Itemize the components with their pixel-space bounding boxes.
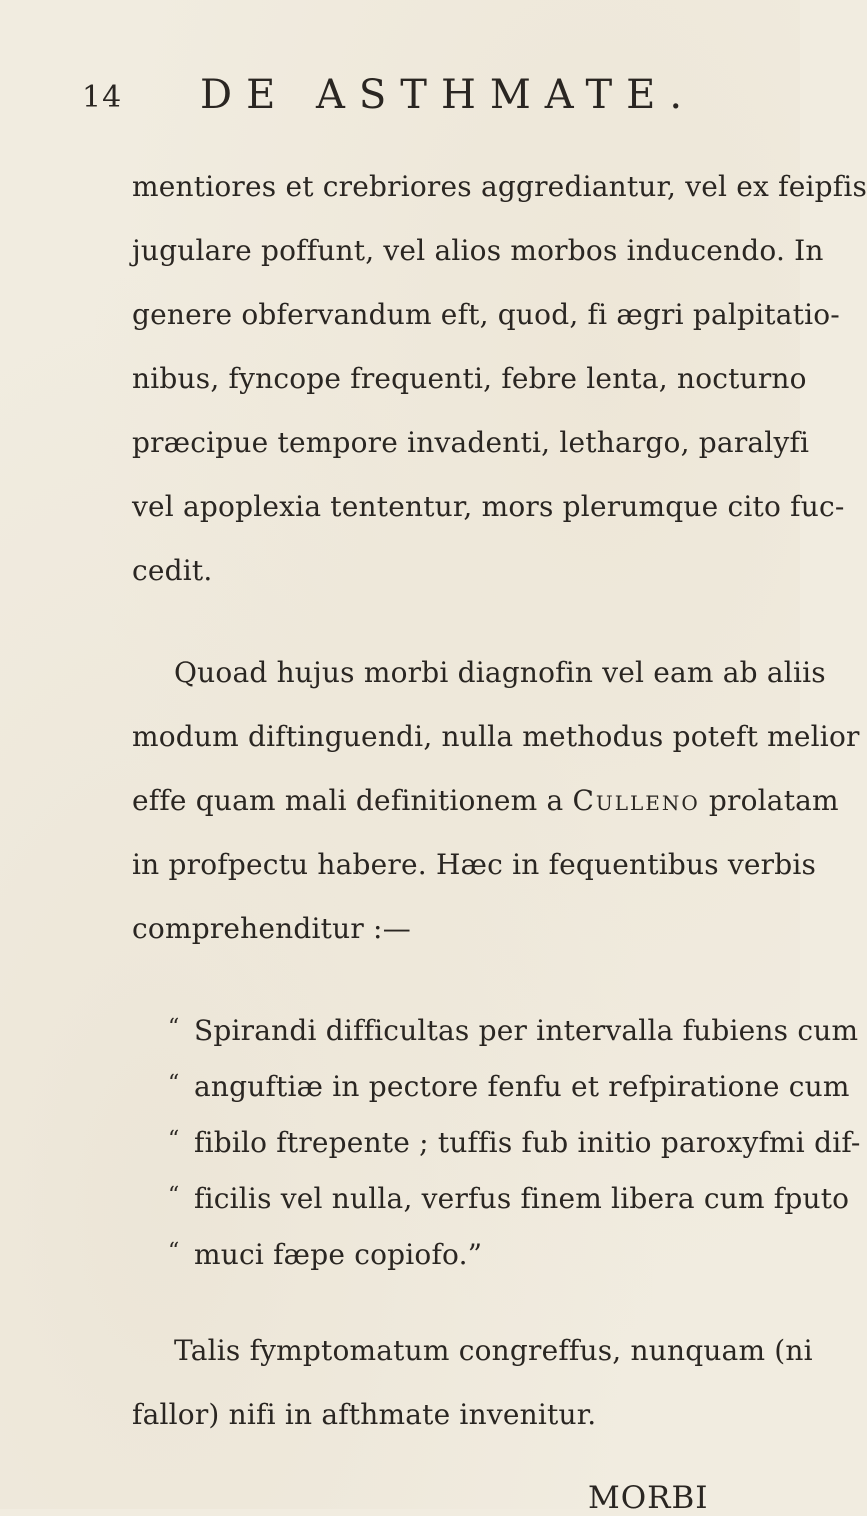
quote-mark: “ [168, 1071, 180, 1096]
text-line: Talis fymptomatum congreffus, nunquam (ni [174, 1334, 813, 1367]
text-line: modum diftinguendi, nulla methodus poteft melior [132, 720, 860, 753]
quote-line [168, 1182, 849, 1215]
quote-text: fibilo ftrepente ; tuffis fub initio paroxyfmi dif- [194, 1126, 861, 1159]
text-line: in profpectu habere. Hæc in fequentibus verbis [132, 848, 817, 881]
quote-mark: “ [168, 1015, 180, 1040]
text-segment: effe quam mali definitionem a [132, 784, 573, 817]
text-line: comprehenditur :— [132, 912, 411, 945]
author-name: Culleno [572, 784, 700, 817]
running-head [82, 72, 762, 122]
quote-text: muci fæpe copiofo.” [194, 1238, 483, 1271]
text-line: fallor) nifi in afthmate invenitur. [132, 1398, 597, 1431]
text-segment: prolatam [699, 784, 839, 817]
text-line: præcipue tempore invadenti, lethargo, paralyfi [132, 426, 810, 459]
quote-text: ficilis vel nulla, verfus finem libera cum fputo [194, 1182, 850, 1215]
text-line: mentiores et crebriores aggrediantur, vel ex feipfis [132, 170, 867, 203]
quote-mark: “ [168, 1239, 180, 1264]
quote-line [168, 1238, 482, 1271]
text-line: genere obfervandum eft, quod, fi ægri palpitatio- [132, 298, 840, 331]
quote-mark: “ [168, 1127, 180, 1152]
text-line [132, 784, 839, 817]
quote-mark: “ [168, 1183, 180, 1208]
quote-text: anguftiæ in pectore fenfu et refpiratione cum [194, 1070, 850, 1103]
text-line: jugulare poffunt, vel alios morbos inducendo. In [132, 234, 824, 267]
page-title: DE ASTHMATE. [200, 72, 697, 118]
catchword: MORBI [588, 1480, 709, 1516]
text-line: vel apoplexia tententur, mors plerumque cito fuc- [132, 490, 845, 523]
quote-line [168, 1126, 861, 1159]
page-number: 14 [82, 80, 123, 115]
quote-line [168, 1070, 850, 1103]
text-line: cedit. [132, 554, 213, 587]
text-line: nibus, fyncope frequenti, febre lenta, nocturno [132, 362, 807, 395]
quote-line [168, 1014, 858, 1047]
text-line: Quoad hujus morbi diagnofin vel eam ab aliis [174, 656, 826, 689]
quote-text: Spirandi difficultas per intervalla fubiens cum [194, 1014, 859, 1047]
